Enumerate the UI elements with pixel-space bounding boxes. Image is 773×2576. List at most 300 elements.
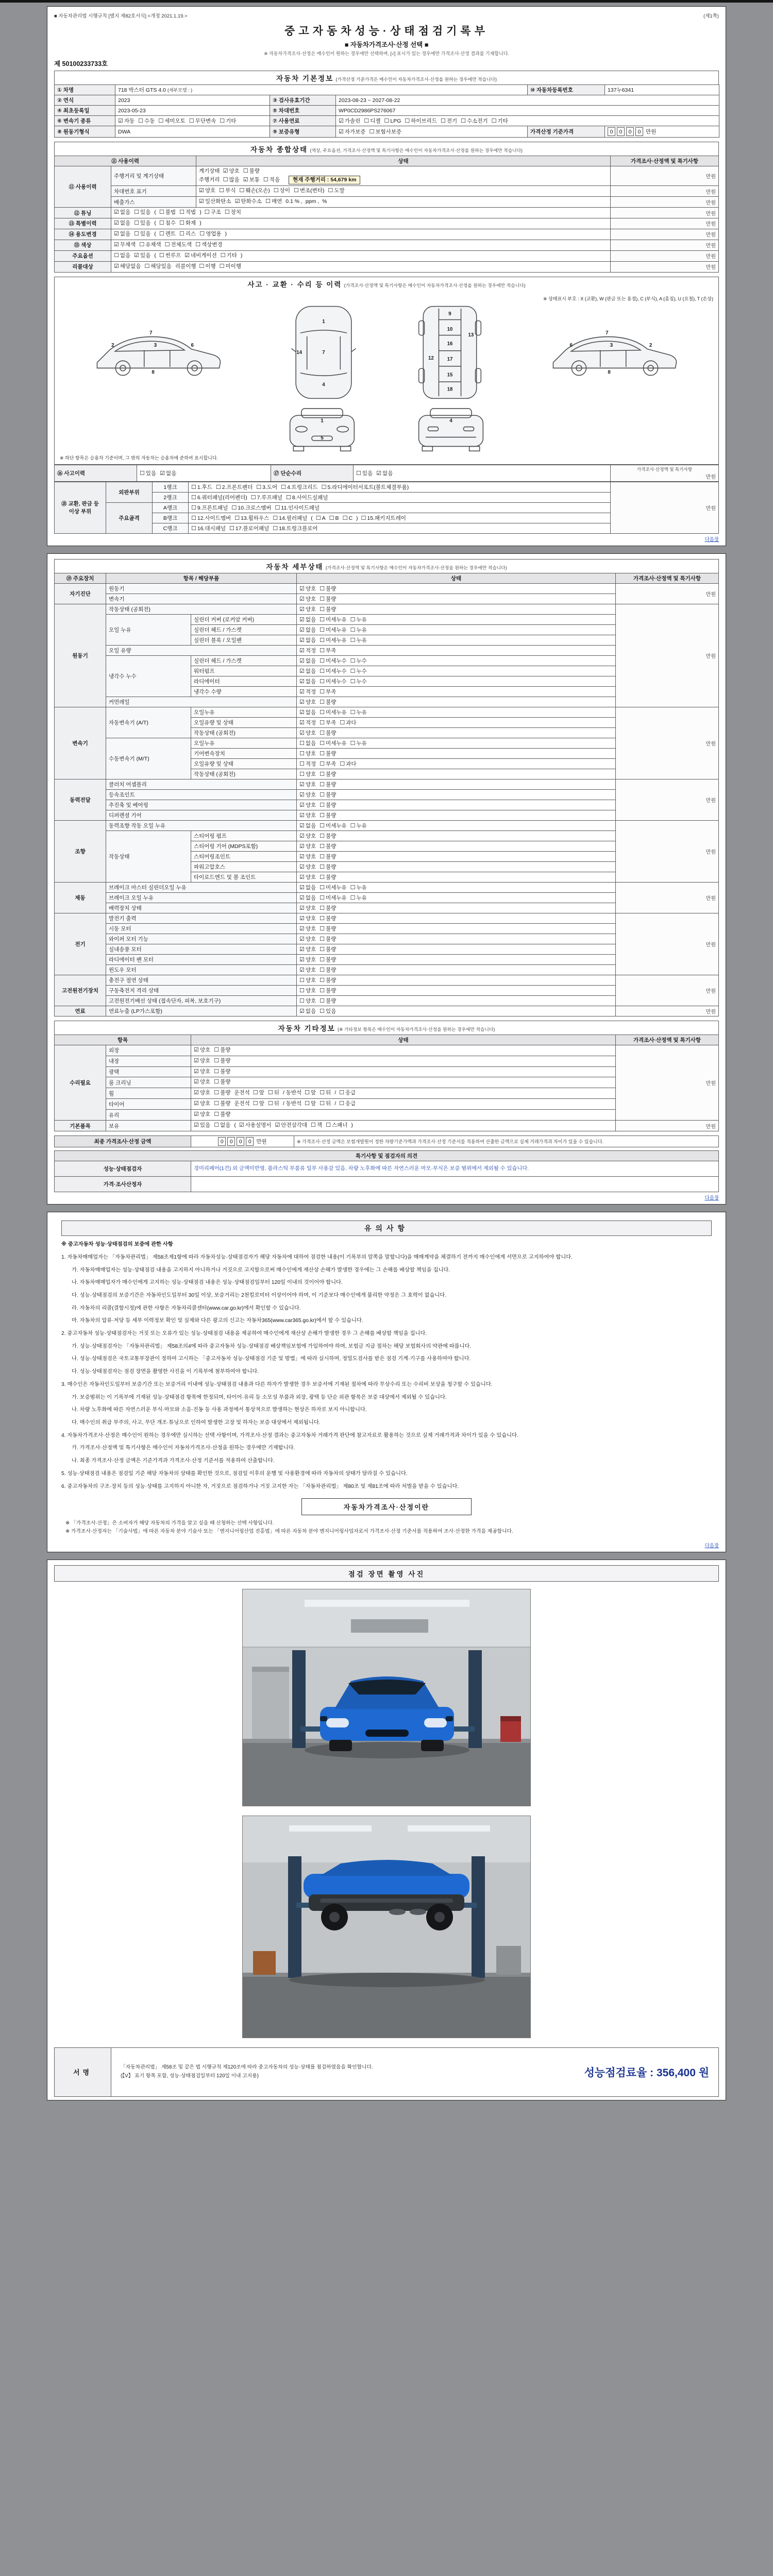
checkbox-unchecked[interactable] <box>214 1111 230 1119</box>
checkbox-unchecked[interactable] <box>299 760 316 768</box>
checkbox-unchecked[interactable] <box>461 117 488 125</box>
checkbox-unchecked[interactable] <box>199 263 215 271</box>
checkbox-unchecked[interactable] <box>320 647 336 654</box>
detail-price-cell: 만원 <box>616 913 719 975</box>
parts-price-cell: 만원 <box>611 482 719 533</box>
checkbox-unchecked[interactable] <box>216 483 253 491</box>
checkbox-unchecked[interactable] <box>191 494 247 501</box>
checkbox-unchecked[interactable] <box>320 739 346 747</box>
checkbox-unchecked[interactable] <box>299 997 316 1005</box>
checkbox-checked[interactable] <box>114 209 130 217</box>
checkbox-checked[interactable] <box>299 626 316 634</box>
checkbox-unchecked[interactable] <box>320 966 336 974</box>
checkbox-unchecked[interactable] <box>273 524 317 532</box>
checkbox-checked[interactable] <box>299 842 316 850</box>
checkbox-checked[interactable] <box>194 1068 210 1076</box>
detail-row <box>55 583 719 594</box>
checkbox-unchecked[interactable] <box>343 515 352 521</box>
checkbox-icon: ☐ <box>320 709 325 716</box>
checkbox-unchecked[interactable] <box>273 514 307 522</box>
page-number: (제1쪽) <box>703 13 719 19</box>
checkbox-unchecked[interactable] <box>320 801 336 809</box>
checkbox-unchecked[interactable] <box>205 209 221 217</box>
checkbox-unchecked[interactable] <box>159 252 181 260</box>
checkbox-icon: ☐ <box>134 219 140 226</box>
checkbox-checked[interactable] <box>299 688 316 696</box>
checkbox-icon: ☐ <box>134 209 140 216</box>
checkbox-unchecked[interactable] <box>320 770 336 778</box>
checkbox-checked[interactable] <box>299 925 316 933</box>
notice-paragraph: 다. 성능·상태점검의 보증기간은 자동차인도일부터 30일 이상, 보증거리는 2천킬로미터 이상이어야 하며, 이 기준보다 매수인에게 불리한 약정은 그 효력이 없습니다. <box>72 1292 447 1298</box>
svg-text:15: 15 <box>447 371 452 378</box>
checkbox-checked[interactable] <box>194 1057 210 1065</box>
price-definition-box-title: 자동차가격조사·산정이란 <box>301 1498 472 1515</box>
checkbox-icon: ☐ <box>320 936 325 942</box>
checkbox-unchecked[interactable] <box>214 1089 230 1097</box>
checkbox-unchecked[interactable] <box>320 914 336 922</box>
checkbox-unchecked[interactable] <box>219 187 236 195</box>
svg-text:4: 4 <box>449 418 452 424</box>
checkbox-checked[interactable] <box>114 230 130 239</box>
checkbox-unchecked[interactable] <box>221 252 237 260</box>
checkbox-checked[interactable] <box>194 1122 210 1130</box>
checkbox-unchecked[interactable] <box>350 677 367 685</box>
checkbox-unchecked[interactable] <box>492 117 508 125</box>
signature-statement: 「자동차관리법」 제58조 및 같은 법 시행규칙 제120조에 따라 중고자동차의 성능·상태를 점검하였음을 확인합니다. (【V】 표기 항목 포함, 성능·상태점검일부터 120일 이내 고지용) <box>121 2064 373 2079</box>
checkbox-checked[interactable] <box>299 657 316 665</box>
checkbox-checked[interactable] <box>299 956 316 963</box>
checkbox-icon: ☑ <box>376 470 382 477</box>
checkbox-label: 불량 <box>326 946 337 953</box>
checkbox-checked[interactable] <box>299 647 316 654</box>
etc-info-body <box>55 1045 719 1131</box>
checkbox-unchecked[interactable] <box>253 1100 264 1108</box>
checkbox-unchecked[interactable] <box>441 117 457 125</box>
checkbox-unchecked[interactable] <box>320 976 336 984</box>
checkbox-unchecked[interactable] <box>159 219 176 228</box>
checkbox-checked[interactable] <box>223 167 240 176</box>
checkbox-checked[interactable] <box>299 616 316 623</box>
checkbox-checked[interactable] <box>299 719 316 726</box>
etc-state-cell <box>191 1066 616 1077</box>
checkbox-unchecked[interactable] <box>189 117 216 125</box>
checkbox-checked[interactable] <box>243 176 260 184</box>
checkbox-unchecked[interactable] <box>350 739 367 747</box>
checkbox-unchecked[interactable] <box>179 209 196 217</box>
checkbox-unchecked[interactable] <box>191 483 212 491</box>
checkbox-checked[interactable] <box>194 1078 210 1087</box>
checkbox-unchecked[interactable] <box>320 667 346 675</box>
checkbox-checked[interactable] <box>299 904 316 912</box>
major-device-header: ⑲ 주요장치 <box>55 573 106 583</box>
opinion-who-label: 가격·조사산정자 <box>55 1177 191 1192</box>
checkbox-checked[interactable] <box>299 873 316 881</box>
checkbox-unchecked[interactable] <box>320 698 336 706</box>
checkbox-unchecked[interactable] <box>320 935 336 943</box>
first-registration-value: 2023-05-23 <box>115 106 270 116</box>
svg-text:14: 14 <box>296 349 302 355</box>
checkbox-icon: ☐ <box>286 494 291 501</box>
checkbox-unchecked[interactable] <box>320 1007 336 1015</box>
checkbox-checked[interactable] <box>235 198 262 206</box>
checkbox-unchecked[interactable] <box>299 987 316 994</box>
checkbox-unchecked[interactable] <box>320 956 336 963</box>
detail-row <box>55 913 719 923</box>
checkbox-label: 적음 <box>269 176 280 183</box>
checkbox-icon: ☐ <box>340 760 345 767</box>
checkbox-unchecked[interactable] <box>281 483 317 491</box>
checkbox-label: 없음 <box>220 1122 231 1129</box>
checkbox-unchecked[interactable] <box>320 997 336 1005</box>
detail-item-label: 고전원전기배선 상태 (접속단자, 피복, 보호기구) <box>106 995 297 1006</box>
checkbox-checked[interactable] <box>299 894 316 902</box>
checkbox-checked[interactable] <box>299 853 316 860</box>
checkbox-unchecked[interactable] <box>239 187 270 195</box>
checkbox-unchecked[interactable] <box>320 842 336 850</box>
checkbox-unchecked[interactable] <box>350 636 367 644</box>
checkbox-unchecked[interactable] <box>275 504 320 512</box>
checkbox-unchecked[interactable] <box>191 504 228 512</box>
checkbox-unchecked[interactable] <box>299 750 316 757</box>
checkbox-unchecked[interactable] <box>320 904 336 912</box>
etc-group-label: 수리필요 <box>55 1045 106 1121</box>
checkbox-unchecked[interactable] <box>114 252 130 260</box>
checkbox-unchecked[interactable] <box>220 263 241 271</box>
checkbox-unchecked[interactable] <box>350 657 367 665</box>
checkbox-icon: ☑ <box>299 699 305 705</box>
detail-subitem-label: 오일누유 <box>191 738 297 748</box>
detail-state-cell <box>297 975 616 985</box>
checkbox-unchecked[interactable] <box>134 219 150 228</box>
checkbox-checked[interactable] <box>194 1100 210 1108</box>
checkbox-checked[interactable] <box>194 1046 210 1055</box>
vehicle-name-label: ① 차명 <box>55 85 115 95</box>
checkbox-unchecked[interactable] <box>134 209 150 217</box>
checkbox-checked[interactable] <box>299 863 316 871</box>
checkbox-unchecked[interactable] <box>263 176 280 184</box>
detail-state-cell <box>297 892 616 903</box>
checkbox-unchecked[interactable] <box>134 230 150 239</box>
checkbox-label: 양호 <box>199 1111 211 1118</box>
next-page-link[interactable]: 다음장 <box>704 1195 719 1201</box>
checkbox-checked[interactable] <box>194 1111 210 1119</box>
checkbox-unchecked[interactable] <box>369 128 401 135</box>
checkbox-unchecked[interactable] <box>159 209 176 217</box>
checkbox-unchecked[interactable] <box>320 719 336 726</box>
checkbox-checked[interactable] <box>114 219 130 228</box>
checkbox-checked[interactable] <box>299 884 316 891</box>
model-year-label: ② 연식 <box>55 95 115 106</box>
checkbox-unchecked[interactable] <box>320 791 336 799</box>
checkbox-unchecked[interactable] <box>320 636 346 644</box>
checkbox-unchecked[interactable] <box>405 117 437 125</box>
checkbox-unchecked[interactable] <box>316 515 326 521</box>
overall-state-cell <box>111 218 611 229</box>
checkbox-label: 누유 <box>356 822 367 829</box>
table-header-row <box>55 1035 719 1045</box>
checkbox-unchecked[interactable] <box>214 1046 230 1055</box>
checkbox-unchecked[interactable] <box>384 117 401 124</box>
checkbox-unchecked[interactable] <box>214 1122 230 1130</box>
checkbox-unchecked[interactable] <box>199 230 221 239</box>
checkbox-unchecked[interactable] <box>214 1100 230 1108</box>
checkbox-checked[interactable] <box>299 935 316 943</box>
checkbox-checked[interactable] <box>299 585 316 592</box>
checkbox-checked[interactable] <box>299 677 316 685</box>
checkbox-unchecked[interactable] <box>350 616 367 623</box>
detail-state-cell <box>297 800 616 810</box>
checkbox-icon: ☐ <box>243 168 248 174</box>
checkbox-icon: ☐ <box>220 252 226 259</box>
checkbox-label: 미세누유 <box>326 709 347 716</box>
price-header: 가격조사·산정액 및 특기사항 <box>611 156 719 166</box>
checkbox-unchecked[interactable] <box>253 1089 264 1097</box>
checkbox-unchecked[interactable] <box>320 945 336 953</box>
checkbox-icon: ☑ <box>299 967 305 973</box>
checkbox-checked[interactable] <box>114 241 136 249</box>
checkbox-unchecked[interactable] <box>320 626 346 634</box>
checkbox-unchecked[interactable] <box>350 884 367 891</box>
checkbox-unchecked[interactable] <box>350 822 367 829</box>
checkbox-unchecked[interactable] <box>320 708 346 716</box>
detail-subitem-label: 스티어링 펌프 <box>191 831 297 841</box>
checkbox-checked[interactable] <box>114 263 141 271</box>
detail-state-cell <box>297 624 616 635</box>
checkbox-label: 수소전기 <box>467 118 488 124</box>
checkbox-checked[interactable] <box>299 667 316 675</box>
inline-label: 운전석 <box>234 1100 250 1107</box>
checkbox-label: 도말 <box>334 188 345 194</box>
checkbox-unchecked[interactable] <box>329 515 339 521</box>
checkbox-unchecked[interactable] <box>268 1089 279 1097</box>
checkbox-unchecked[interactable] <box>286 494 328 501</box>
checkbox-checked[interactable] <box>299 595 316 603</box>
checkbox-unchecked[interactable] <box>350 667 367 675</box>
checkbox-icon: ☑ <box>299 647 305 654</box>
checkbox-label: 미세누수 <box>326 678 347 685</box>
overall-state-cell <box>111 250 611 261</box>
checkbox-icon: ☐ <box>320 740 325 747</box>
checkbox-unchecked[interactable] <box>179 230 196 239</box>
overall-group-label: 리콜대상 <box>55 261 111 272</box>
checkbox-unchecked[interactable] <box>311 1122 322 1130</box>
checkbox-unchecked[interactable] <box>229 524 269 532</box>
checkbox-unchecked[interactable] <box>320 616 346 623</box>
checkbox-unchecked[interactable] <box>322 483 409 491</box>
overall-item-label: 차대번호 표기 <box>111 186 196 197</box>
checkbox-label: 양호 <box>199 1057 211 1064</box>
checkbox-checked[interactable] <box>199 198 231 206</box>
checkbox-icon: ☐ <box>214 1079 220 1086</box>
checkbox-checked[interactable] <box>134 252 150 260</box>
checkbox-checked[interactable] <box>118 117 135 125</box>
checkbox-unchecked[interactable] <box>320 781 336 788</box>
checkbox-checked[interactable] <box>299 636 316 644</box>
checkbox-unchecked[interactable] <box>361 514 406 522</box>
checkbox-unchecked[interactable] <box>320 811 336 819</box>
checkbox-checked[interactable] <box>299 966 316 974</box>
checkbox-checked[interactable] <box>339 128 365 135</box>
checkbox-checked[interactable] <box>339 117 360 125</box>
checkbox-checked[interactable] <box>299 698 316 706</box>
checkbox-unchecked[interactable] <box>158 117 185 125</box>
checkbox-unchecked[interactable] <box>144 263 171 271</box>
checkbox-unchecked[interactable] <box>191 524 226 532</box>
card-photos-signature <box>47 1560 726 2100</box>
svg-text:7: 7 <box>322 349 325 355</box>
next-page-link[interactable]: 다음장 <box>704 1543 719 1549</box>
detail-item-label: 원동기 <box>106 583 297 594</box>
checkbox-unchecked[interactable] <box>251 494 282 501</box>
checkbox-label: 불량 <box>326 936 337 942</box>
checkbox-icon: ☐ <box>214 1122 220 1129</box>
checkbox-unchecked[interactable] <box>320 677 346 685</box>
checkbox-icon: ☑ <box>299 884 305 891</box>
checkbox-unchecked[interactable] <box>231 504 271 512</box>
checkbox-unchecked[interactable] <box>159 230 176 239</box>
checkbox-checked[interactable] <box>299 914 316 922</box>
checkbox-unchecked[interactable] <box>339 1089 356 1097</box>
svg-text:1: 1 <box>322 318 325 325</box>
vehicle-name-value: 718 박스터 GTS 4.0 (세부모델 : ) <box>115 85 528 95</box>
checkbox-label: 하이브리드 <box>411 118 437 124</box>
checkbox-checked[interactable] <box>194 1089 210 1097</box>
checkbox-checked[interactable] <box>299 945 316 953</box>
svg-text:9: 9 <box>448 311 451 317</box>
detail-price-cell: 만원 <box>616 707 719 779</box>
overall-group-label: ⑬ 특별이력 <box>55 218 111 229</box>
checkbox-checked[interactable] <box>299 811 316 819</box>
checkbox-unchecked[interactable] <box>364 117 380 125</box>
checkbox-label: 누유 <box>356 884 367 891</box>
checkbox-unchecked[interactable] <box>320 688 336 696</box>
checkbox-unchecked[interactable] <box>320 1100 331 1108</box>
detail-subitem-label: 실린더 헤드 / 가스켓 <box>191 655 297 666</box>
checkbox-unchecked[interactable] <box>139 241 161 249</box>
checkbox-unchecked[interactable] <box>328 187 344 195</box>
checkbox-checked[interactable] <box>376 469 393 477</box>
notice-paragraph: 6. 중고자동차의 구조·장치 등의 성능·상태를 고지하지 아니한 자, 거짓으로 점검하거나 거짓 고지한 자는 「자동차관리법」 제80조 및 제81조에 따라 처벌을 받을 수 있습니다. <box>61 1483 459 1489</box>
checkbox-unchecked[interactable] <box>234 514 269 522</box>
checkbox-unchecked[interactable] <box>214 1078 230 1087</box>
checkbox-unchecked[interactable] <box>140 469 156 477</box>
checkbox-unchecked[interactable] <box>350 708 367 716</box>
checkbox-unchecked[interactable] <box>138 117 155 125</box>
checkbox-checked[interactable] <box>299 729 316 737</box>
detail-subitem-label: 실린더 헤드 / 가스켓 <box>191 624 297 635</box>
checkbox-checked[interactable] <box>275 1122 307 1130</box>
checkbox-unchecked[interactable] <box>179 219 196 228</box>
checkbox-unchecked[interactable] <box>339 1100 356 1108</box>
checkbox-unchecked[interactable] <box>320 987 336 994</box>
checkbox-unchecked[interactable] <box>320 884 346 891</box>
checkbox-checked[interactable] <box>299 708 316 716</box>
checkbox-icon: ☐ <box>342 515 348 521</box>
checkbox-unchecked[interactable] <box>274 187 290 195</box>
checkbox-checked[interactable] <box>239 1122 272 1130</box>
checkbox-unchecked[interactable] <box>356 469 373 477</box>
next-page-link[interactable]: 다음장 <box>704 536 719 543</box>
checkbox-unchecked[interactable] <box>299 770 316 778</box>
checkbox-unchecked[interactable] <box>299 739 316 747</box>
checkbox-unchecked[interactable] <box>305 1089 316 1097</box>
checkbox-unchecked[interactable] <box>305 1100 316 1108</box>
checkbox-unchecked[interactable] <box>214 1057 230 1065</box>
svg-text:5: 5 <box>321 435 324 441</box>
checkbox-icon: ☑ <box>299 853 305 860</box>
detail-state-cell <box>297 655 616 666</box>
checkbox-checked[interactable] <box>299 1007 316 1015</box>
detail-state-cell <box>297 820 616 831</box>
checkbox-label: 적정 <box>305 719 316 726</box>
checkbox-icon: ☐ <box>191 484 196 490</box>
detail-state-cell <box>297 841 616 851</box>
checkbox-unchecked[interactable] <box>340 719 356 726</box>
detail-item-label: 와이퍼 모터 기능 <box>106 934 297 944</box>
checkbox-checked[interactable] <box>184 252 217 260</box>
parts-category-label: 주요골격 <box>106 502 153 533</box>
checkbox-unchecked[interactable] <box>225 209 241 217</box>
checkbox-unchecked[interactable] <box>340 760 356 768</box>
checkbox-unchecked[interactable] <box>320 729 336 737</box>
checkbox-unchecked[interactable] <box>320 1089 331 1097</box>
svg-text:13: 13 <box>468 332 474 338</box>
checkbox-checked[interactable] <box>299 832 316 840</box>
checkbox-unchecked[interactable] <box>320 657 346 665</box>
checkbox-unchecked[interactable] <box>320 605 336 613</box>
checkbox-unchecked[interactable] <box>243 167 260 176</box>
checkbox-unchecked[interactable] <box>326 1122 347 1130</box>
checkbox-unchecked[interactable] <box>350 626 367 634</box>
checkbox-unchecked[interactable] <box>195 241 222 249</box>
checkbox-checked[interactable] <box>160 469 176 477</box>
checkbox-label: 불법 <box>165 209 176 216</box>
checkbox-unchecked[interactable] <box>265 198 282 206</box>
checkbox-unchecked[interactable] <box>165 241 192 249</box>
checkbox-unchecked[interactable] <box>320 760 336 768</box>
inline-label: ( <box>154 252 156 259</box>
checkbox-unchecked[interactable] <box>223 176 240 184</box>
checkbox-unchecked[interactable] <box>320 894 346 902</box>
checkbox-unchecked[interactable] <box>320 873 336 881</box>
checkbox-unchecked[interactable] <box>191 514 231 522</box>
checkbox-unchecked[interactable] <box>320 853 336 860</box>
checkbox-unchecked[interactable] <box>320 822 346 829</box>
checkbox-checked[interactable] <box>299 791 316 799</box>
checkbox-unchecked[interactable] <box>220 117 236 125</box>
checkbox-unchecked[interactable] <box>294 187 324 195</box>
checkbox-unchecked[interactable] <box>320 925 336 933</box>
checkbox-unchecked[interactable] <box>268 1100 279 1108</box>
checkbox-checked[interactable] <box>299 801 316 809</box>
detail-item-label: 구동축전지 격리 상태 <box>106 985 297 995</box>
detail-subitem-label: 워터펌프 <box>191 666 297 676</box>
checkbox-unchecked[interactable] <box>320 863 336 871</box>
checkbox-label: 있음 <box>140 209 151 216</box>
checkbox-unchecked[interactable] <box>214 1068 230 1076</box>
checkbox-unchecked[interactable] <box>320 750 336 757</box>
checkbox-unchecked[interactable] <box>299 976 316 984</box>
checkbox-unchecked[interactable] <box>320 585 336 592</box>
checkbox-checked[interactable] <box>299 781 316 788</box>
checkbox-checked[interactable] <box>299 822 316 829</box>
checkbox-checked[interactable] <box>299 605 316 613</box>
checkbox-unchecked[interactable] <box>256 483 277 491</box>
checkbox-unchecked[interactable] <box>320 832 336 840</box>
checkbox-unchecked[interactable] <box>320 595 336 603</box>
checkbox-checked[interactable] <box>199 187 215 195</box>
checkbox-unchecked[interactable] <box>350 894 367 902</box>
